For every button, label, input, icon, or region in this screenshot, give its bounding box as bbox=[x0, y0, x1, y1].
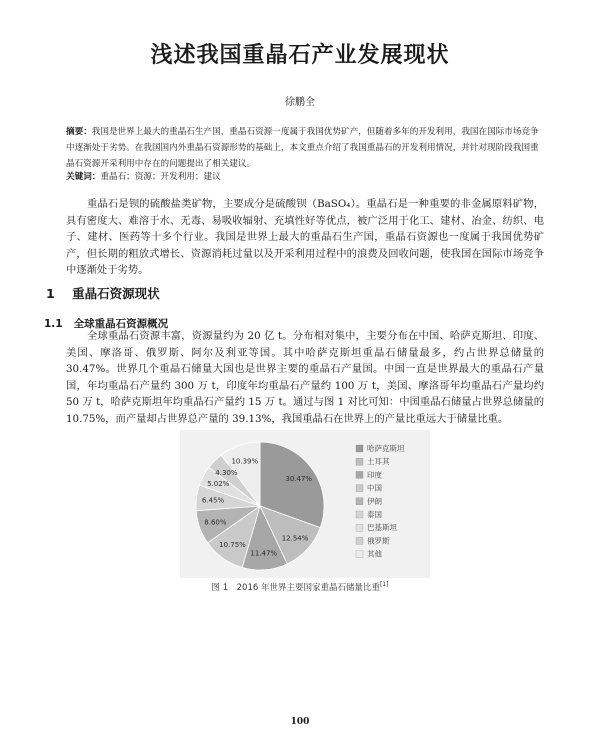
legend-label: 印度 bbox=[367, 470, 382, 480]
abstract bbox=[66, 124, 544, 172]
legend-label: 泰国 bbox=[367, 510, 382, 519]
intro-paragraph: 重晶石是钡的硫酸盐类矿物，主要成分是硫酸钡（BaSO₄）。重晶石是一种重要的非金属原料矿物，具有密度大、难溶于水、无毒、易吸收辐射、充填性好等优点，被广泛用于化工、建材、冶金、纺织、电子、建材、医药等十多个行业。我国是世界上最大的重晶石生产国，重晶石资源也一度属于我国优势矿产，但长期的粗放式增长、资源消耗过量以及开采利用过程中的浪费及回收问题，使我国在国际市场竞争中逐渐处于劣势。 bbox=[66, 198, 544, 276]
section-title: 重晶石资源现状 bbox=[72, 286, 160, 301]
keywords bbox=[66, 170, 544, 184]
slice-value-label: 30.47% bbox=[285, 475, 313, 484]
section-number: 1 bbox=[46, 286, 55, 301]
legend-swatch bbox=[356, 458, 363, 465]
subsection-title: 全球重晶石资源概况 bbox=[73, 318, 169, 330]
abstract-label: 摘要： bbox=[66, 127, 92, 137]
pie-chart-figure bbox=[180, 430, 430, 578]
figure-caption bbox=[0, 581, 600, 593]
legend-swatch bbox=[356, 485, 363, 492]
legend-swatch bbox=[356, 498, 363, 505]
keywords-label: 关键词： bbox=[66, 172, 101, 182]
slice-value-label: 4.30% bbox=[215, 469, 238, 478]
legend-swatch bbox=[356, 471, 363, 478]
legend-label: 巴基斯坦 bbox=[367, 523, 397, 533]
page-number: 100 bbox=[290, 717, 310, 727]
slice-value-label: 5.02% bbox=[207, 480, 230, 489]
slice-value-label: 8.60% bbox=[204, 518, 227, 527]
legend-swatch bbox=[356, 524, 363, 531]
legend-swatch bbox=[356, 445, 363, 452]
paper-title: 浅述我国重晶石产业发展现状 bbox=[150, 43, 450, 68]
pie-chart bbox=[180, 430, 430, 578]
author-name: 徐鹏全 bbox=[285, 97, 315, 108]
abstract-text: 我国是世界上最大的重晶石生产国，重晶石资源一度属于我国优势矿产，但随着多年的开发利用，我国在国际市场竞争中逐渐处于劣势。在我国国内外重晶石资源形势的基础上，本文重点介绍了我国重晶石的开发利用情况，并针对现阶段我国重晶石资源开采利用中存在的问题提出了相关建议。 bbox=[66, 127, 539, 169]
figure-reference: [1] bbox=[379, 581, 389, 589]
legend-swatch bbox=[356, 551, 363, 558]
slice-value-label: 11.47% bbox=[250, 549, 278, 558]
figure-caption-text: 图 1 2016 年世界主要国家重晶石储量比重 bbox=[211, 583, 380, 593]
legend-label: 土耳其 bbox=[367, 457, 390, 467]
legend-label: 中国 bbox=[367, 483, 382, 493]
legend-swatch bbox=[356, 537, 363, 544]
slice-value-label: 10.75% bbox=[219, 541, 246, 550]
subsection-number: 1.1 bbox=[44, 318, 63, 330]
legend-label: 俄罗斯 bbox=[367, 536, 390, 546]
legend-label: 哈萨克斯坦 bbox=[367, 444, 405, 453]
slice-value-label: 10.39% bbox=[231, 457, 259, 466]
slice-value-label: 6.45% bbox=[201, 496, 225, 505]
keywords-text: 重晶石；资源；开发利用；建议 bbox=[100, 172, 221, 182]
section-heading bbox=[46, 284, 160, 302]
legend-swatch bbox=[356, 511, 363, 518]
slice-value-label: 12.54% bbox=[281, 534, 309, 543]
subsection-paragraph: 全球重晶石资源丰富，资源量约为 20 亿 t。分布相对集中，主要分布在中国、哈萨克斯坦、印度、美国、摩洛哥、俄罗斯、阿尔及利亚等国。其中哈萨克斯坦重晶石储量最多，约占世界总储量的 30.47%。世界几个重晶石储量大国也是世界主要的重晶石产量国。中国一直是世界最大的重晶石产量国，年均重晶石产量约 300 万 t，印度年均重晶石产量约 100 万 t，美国、摩洛哥年均重晶石产量均约 50 万 t，哈萨克斯坦年均重晶石产量约 15 万 t。通过与图 1 对比可知：中国重晶石储量占世界总储量的 10.75%，而产量却占世界总产量的 39.13%，我国重晶石在世界上的产量比重远大于储量比重。 bbox=[66, 330, 544, 425]
legend-label: 其他 bbox=[367, 549, 382, 559]
legend-label: 伊朗 bbox=[367, 496, 382, 506]
